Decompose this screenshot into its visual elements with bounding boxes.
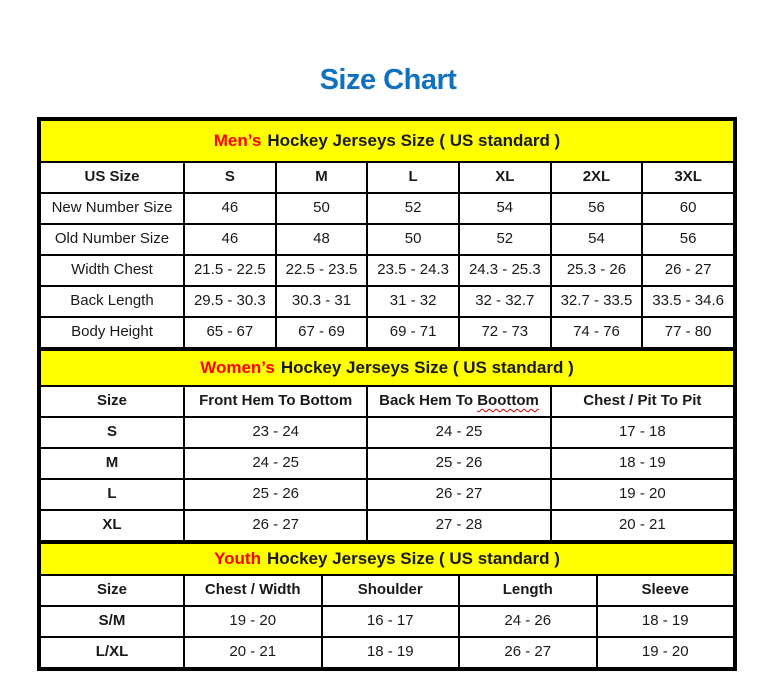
band-highlight-word: Men’s: [213, 131, 262, 151]
table-cell: 27 - 28: [367, 510, 550, 541]
mens-section-band: [40, 120, 734, 162]
mens-size-table: [39, 119, 735, 349]
row-label: L: [40, 479, 184, 510]
table-cell: 16 - 17: [322, 606, 460, 637]
table-cell: 46: [184, 193, 276, 224]
table-cell: 30.3 - 31: [276, 286, 368, 317]
table-cell: 56: [642, 224, 734, 255]
table-cell: 50: [276, 193, 368, 224]
table-cell: 20 - 21: [184, 637, 322, 668]
table-row: [40, 637, 734, 668]
table-cell: 32 - 32.7: [459, 286, 551, 317]
header-row: [40, 386, 734, 417]
table-row: [40, 255, 734, 286]
row-label: S/M: [40, 606, 184, 637]
band-title-text: Hockey Jerseys Size ( US standard ): [266, 549, 560, 569]
column-header: Sleeve: [597, 575, 735, 606]
table-row: [40, 417, 734, 448]
womens-section-band: [40, 350, 734, 386]
band-highlight-word: Youth: [214, 549, 261, 569]
table-cell: 69 - 71: [367, 317, 459, 348]
table-row: [40, 193, 734, 224]
row-label: Old Number Size: [40, 224, 184, 255]
header-row: [40, 162, 734, 193]
table-row: [40, 510, 734, 541]
table-cell: 65 - 67: [184, 317, 276, 348]
table-cell: 77 - 80: [642, 317, 734, 348]
table-row: [40, 448, 734, 479]
table-cell: 24 - 25: [184, 448, 367, 479]
column-header: Back Hem To Boottom: [367, 386, 550, 417]
table-cell: 19 - 20: [184, 606, 322, 637]
band-title-text: Hockey Jerseys Size ( US standard ): [280, 358, 574, 378]
table-row: [40, 479, 734, 510]
row-label: New Number Size: [40, 193, 184, 224]
table-cell: 52: [367, 193, 459, 224]
table-cell: 74 - 76: [551, 317, 643, 348]
table-cell: 20 - 21: [551, 510, 734, 541]
table-cell: 67 - 69: [276, 317, 368, 348]
table-cell: 26 - 27: [184, 510, 367, 541]
womens-band-title: [40, 350, 734, 386]
table-cell: 23 - 24: [184, 417, 367, 448]
row-label: S: [40, 417, 184, 448]
table-cell: 19 - 20: [597, 637, 735, 668]
table-cell: 18 - 19: [551, 448, 734, 479]
table-cell: 21.5 - 22.5: [184, 255, 276, 286]
column-header: Size: [40, 575, 184, 606]
row-label: M: [40, 448, 184, 479]
table-cell: 48: [276, 224, 368, 255]
band-title-text: Hockey Jerseys Size ( US standard ): [267, 131, 561, 151]
column-header: Chest / Width: [184, 575, 322, 606]
table-cell: 56: [551, 193, 643, 224]
table-cell: 25 - 26: [184, 479, 367, 510]
table-row: [40, 317, 734, 348]
table-cell: 25 - 26: [367, 448, 550, 479]
column-header: Shoulder: [322, 575, 460, 606]
row-label: L/XL: [40, 637, 184, 668]
table-row: [40, 606, 734, 637]
column-header: 3XL: [642, 162, 734, 193]
row-label: XL: [40, 510, 184, 541]
table-cell: 26 - 27: [367, 479, 550, 510]
column-header: US Size: [40, 162, 184, 193]
table-cell: 18 - 19: [597, 606, 735, 637]
table-cell: 24 - 26: [459, 606, 597, 637]
column-header: XL: [459, 162, 551, 193]
table-cell: 54: [459, 193, 551, 224]
table-cell: 33.5 - 34.6: [642, 286, 734, 317]
table-cell: 72 - 73: [459, 317, 551, 348]
column-header: L: [367, 162, 459, 193]
table-cell: 22.5 - 23.5: [276, 255, 368, 286]
table-cell: 24.3 - 25.3: [459, 255, 551, 286]
youth-section-band: [40, 543, 734, 575]
table-cell: 25.3 - 26: [551, 255, 643, 286]
table-cell: 50: [367, 224, 459, 255]
table-cell: 18 - 19: [322, 637, 460, 668]
table-cell: 46: [184, 224, 276, 255]
row-label: Body Height: [40, 317, 184, 348]
column-header: 2XL: [551, 162, 643, 193]
column-header: Chest / Pit To Pit: [551, 386, 734, 417]
column-header: M: [276, 162, 368, 193]
column-header: Size: [40, 386, 184, 417]
mens-band-title: [40, 120, 734, 162]
misspelled-word: Boottom: [477, 392, 539, 410]
table-row: [40, 286, 734, 317]
table-cell: 17 - 18: [551, 417, 734, 448]
youth-band-title: [40, 543, 734, 575]
size-chart-tables: [37, 117, 737, 671]
column-header: Length: [459, 575, 597, 606]
table-cell: 60: [642, 193, 734, 224]
table-cell: 54: [551, 224, 643, 255]
table-cell: 26 - 27: [642, 255, 734, 286]
table-cell: 29.5 - 30.3: [184, 286, 276, 317]
table-cell: 23.5 - 24.3: [367, 255, 459, 286]
page-title: Size Chart: [319, 64, 457, 96]
table-cell: 19 - 20: [551, 479, 734, 510]
band-highlight-word: Women’s: [200, 358, 275, 378]
youth-size-table: [39, 542, 735, 669]
row-label: Width Chest: [40, 255, 184, 286]
womens-size-table: [39, 349, 735, 542]
table-row: [40, 224, 734, 255]
column-header: Front Hem To Bottom: [184, 386, 367, 417]
table-cell: 31 - 32: [367, 286, 459, 317]
header-row: [40, 575, 734, 606]
table-cell: 32.7 - 33.5: [551, 286, 643, 317]
table-cell: 24 - 25: [367, 417, 550, 448]
table-cell: 52: [459, 224, 551, 255]
table-cell: 26 - 27: [459, 637, 597, 668]
row-label: Back Length: [40, 286, 184, 317]
column-header: S: [184, 162, 276, 193]
